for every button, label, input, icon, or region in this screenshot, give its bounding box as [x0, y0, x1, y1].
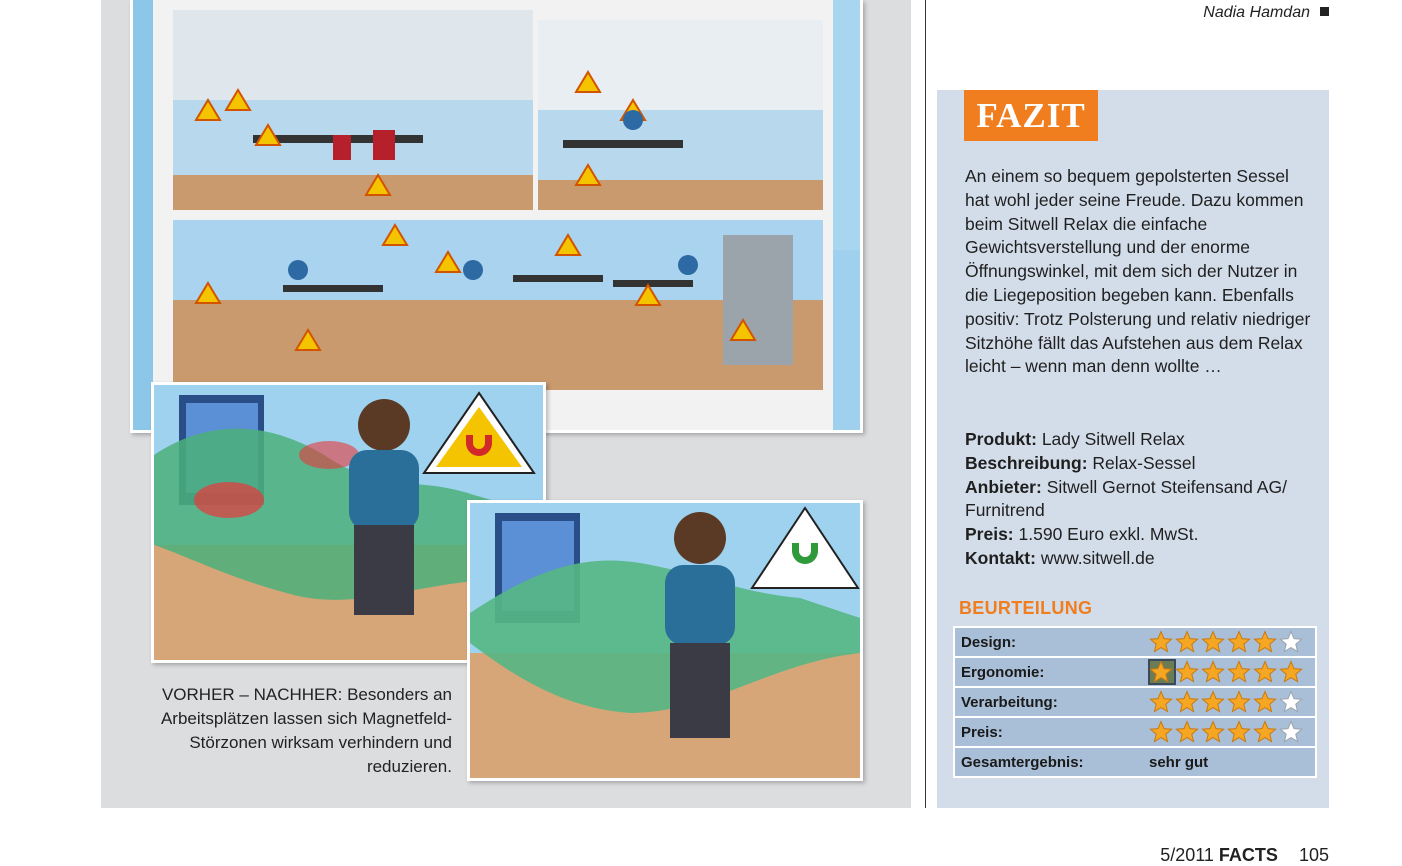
star-filled-icon	[1149, 660, 1175, 684]
star-filled-icon	[1201, 660, 1227, 684]
rating-label: Preis:	[961, 724, 1003, 741]
page-number: 105	[1298, 845, 1329, 865]
column-divider	[925, 0, 926, 808]
star-filled-icon	[1227, 690, 1253, 714]
star-filled-icon	[1227, 660, 1253, 684]
page-footer	[1160, 845, 1329, 866]
end-square-icon	[1320, 7, 1329, 16]
star-filled-icon	[1175, 660, 1201, 684]
issue-number: 5/2011	[1160, 845, 1214, 865]
star-filled-icon	[1201, 690, 1227, 714]
star-filled-icon	[1227, 720, 1253, 744]
rating-heading: BEURTEILUNG	[959, 598, 1093, 618]
rating-label: Verarbeitung:	[961, 694, 1058, 711]
spec-contact: Kontakt: www.sitwell.de	[965, 547, 1155, 568]
star-filled-icon	[1201, 630, 1227, 654]
star-filled-icon	[1149, 690, 1175, 714]
fazit-text: An einem so bequem gepolsterten Sessel hat wohl jeder seine Freude. Dazu kommen beim Sitwell Relax die einfache Gewichtsverstellung und der enorme Öffnungswinkel, mit dem sich der Nutzer in die Liegeposition begeben kann. Ebenfalls positiv: Trotz Polsterung und relativ niedriger Sitzhöhe fällt das Aufstehen aus dem Relax leicht – wenn man denn wollte …	[965, 166, 1311, 377]
illustration-caption: VORHER – NACHHER: Besonders an Arbeitsplätzen lassen sich Magnetfeld-Störzonen wirksam verhindern und reduzieren.	[160, 685, 452, 776]
star-filled-icon	[1253, 630, 1279, 654]
star-filled-icon	[1253, 720, 1279, 744]
author-line	[1203, 4, 1329, 22]
rating-row-preis	[955, 718, 1315, 746]
star-filled-icon	[1149, 720, 1175, 744]
rating-row-ergonomie	[955, 658, 1315, 686]
fazit-title: FAZIT	[964, 90, 1098, 141]
star-filled-icon	[1175, 720, 1201, 744]
office-building-illustration	[130, 0, 863, 433]
star-filled-icon	[1175, 690, 1201, 714]
star-rating	[1149, 630, 1305, 654]
author-name: Nadia Hamdan	[1203, 4, 1310, 21]
star-filled-icon	[1253, 690, 1279, 714]
rating-row-design	[955, 628, 1315, 656]
star-filled-icon	[1149, 630, 1175, 654]
total-value: sehr gut	[1149, 754, 1209, 771]
star-filled-icon	[1279, 660, 1305, 684]
rating-label: Ergonomie:	[961, 664, 1045, 681]
spec-vendor: Anbieter: Sitwell Gernot Steifensand AG/ Furnitrend	[965, 476, 1287, 521]
star-empty-icon	[1279, 720, 1305, 744]
total-label: Gesamtergebnis:	[961, 754, 1084, 771]
spec-price: Preis: 1.590 Euro exkl. MwSt.	[965, 524, 1199, 545]
star-rating	[1149, 690, 1305, 714]
product-specs	[965, 428, 1315, 571]
star-rating	[1149, 660, 1305, 684]
star-filled-icon	[1227, 630, 1253, 654]
star-empty-icon	[1279, 630, 1305, 654]
spec-product: Produkt: Lady Sitwell Relax	[965, 429, 1185, 449]
spec-description: Beschreibung: Relax-Sessel	[965, 452, 1196, 473]
after-illustration	[467, 500, 863, 781]
rating-label: Design:	[961, 634, 1017, 651]
star-empty-icon	[1279, 690, 1305, 714]
rating-table	[953, 626, 1317, 778]
star-filled-icon	[1175, 630, 1201, 654]
star-filled-icon	[1201, 720, 1227, 744]
rating-row-verarbeitung	[955, 688, 1315, 716]
rating-row-total	[955, 748, 1315, 776]
star-filled-icon	[1253, 660, 1279, 684]
star-rating	[1149, 720, 1305, 744]
magazine-brand: FACTS	[1218, 845, 1278, 865]
